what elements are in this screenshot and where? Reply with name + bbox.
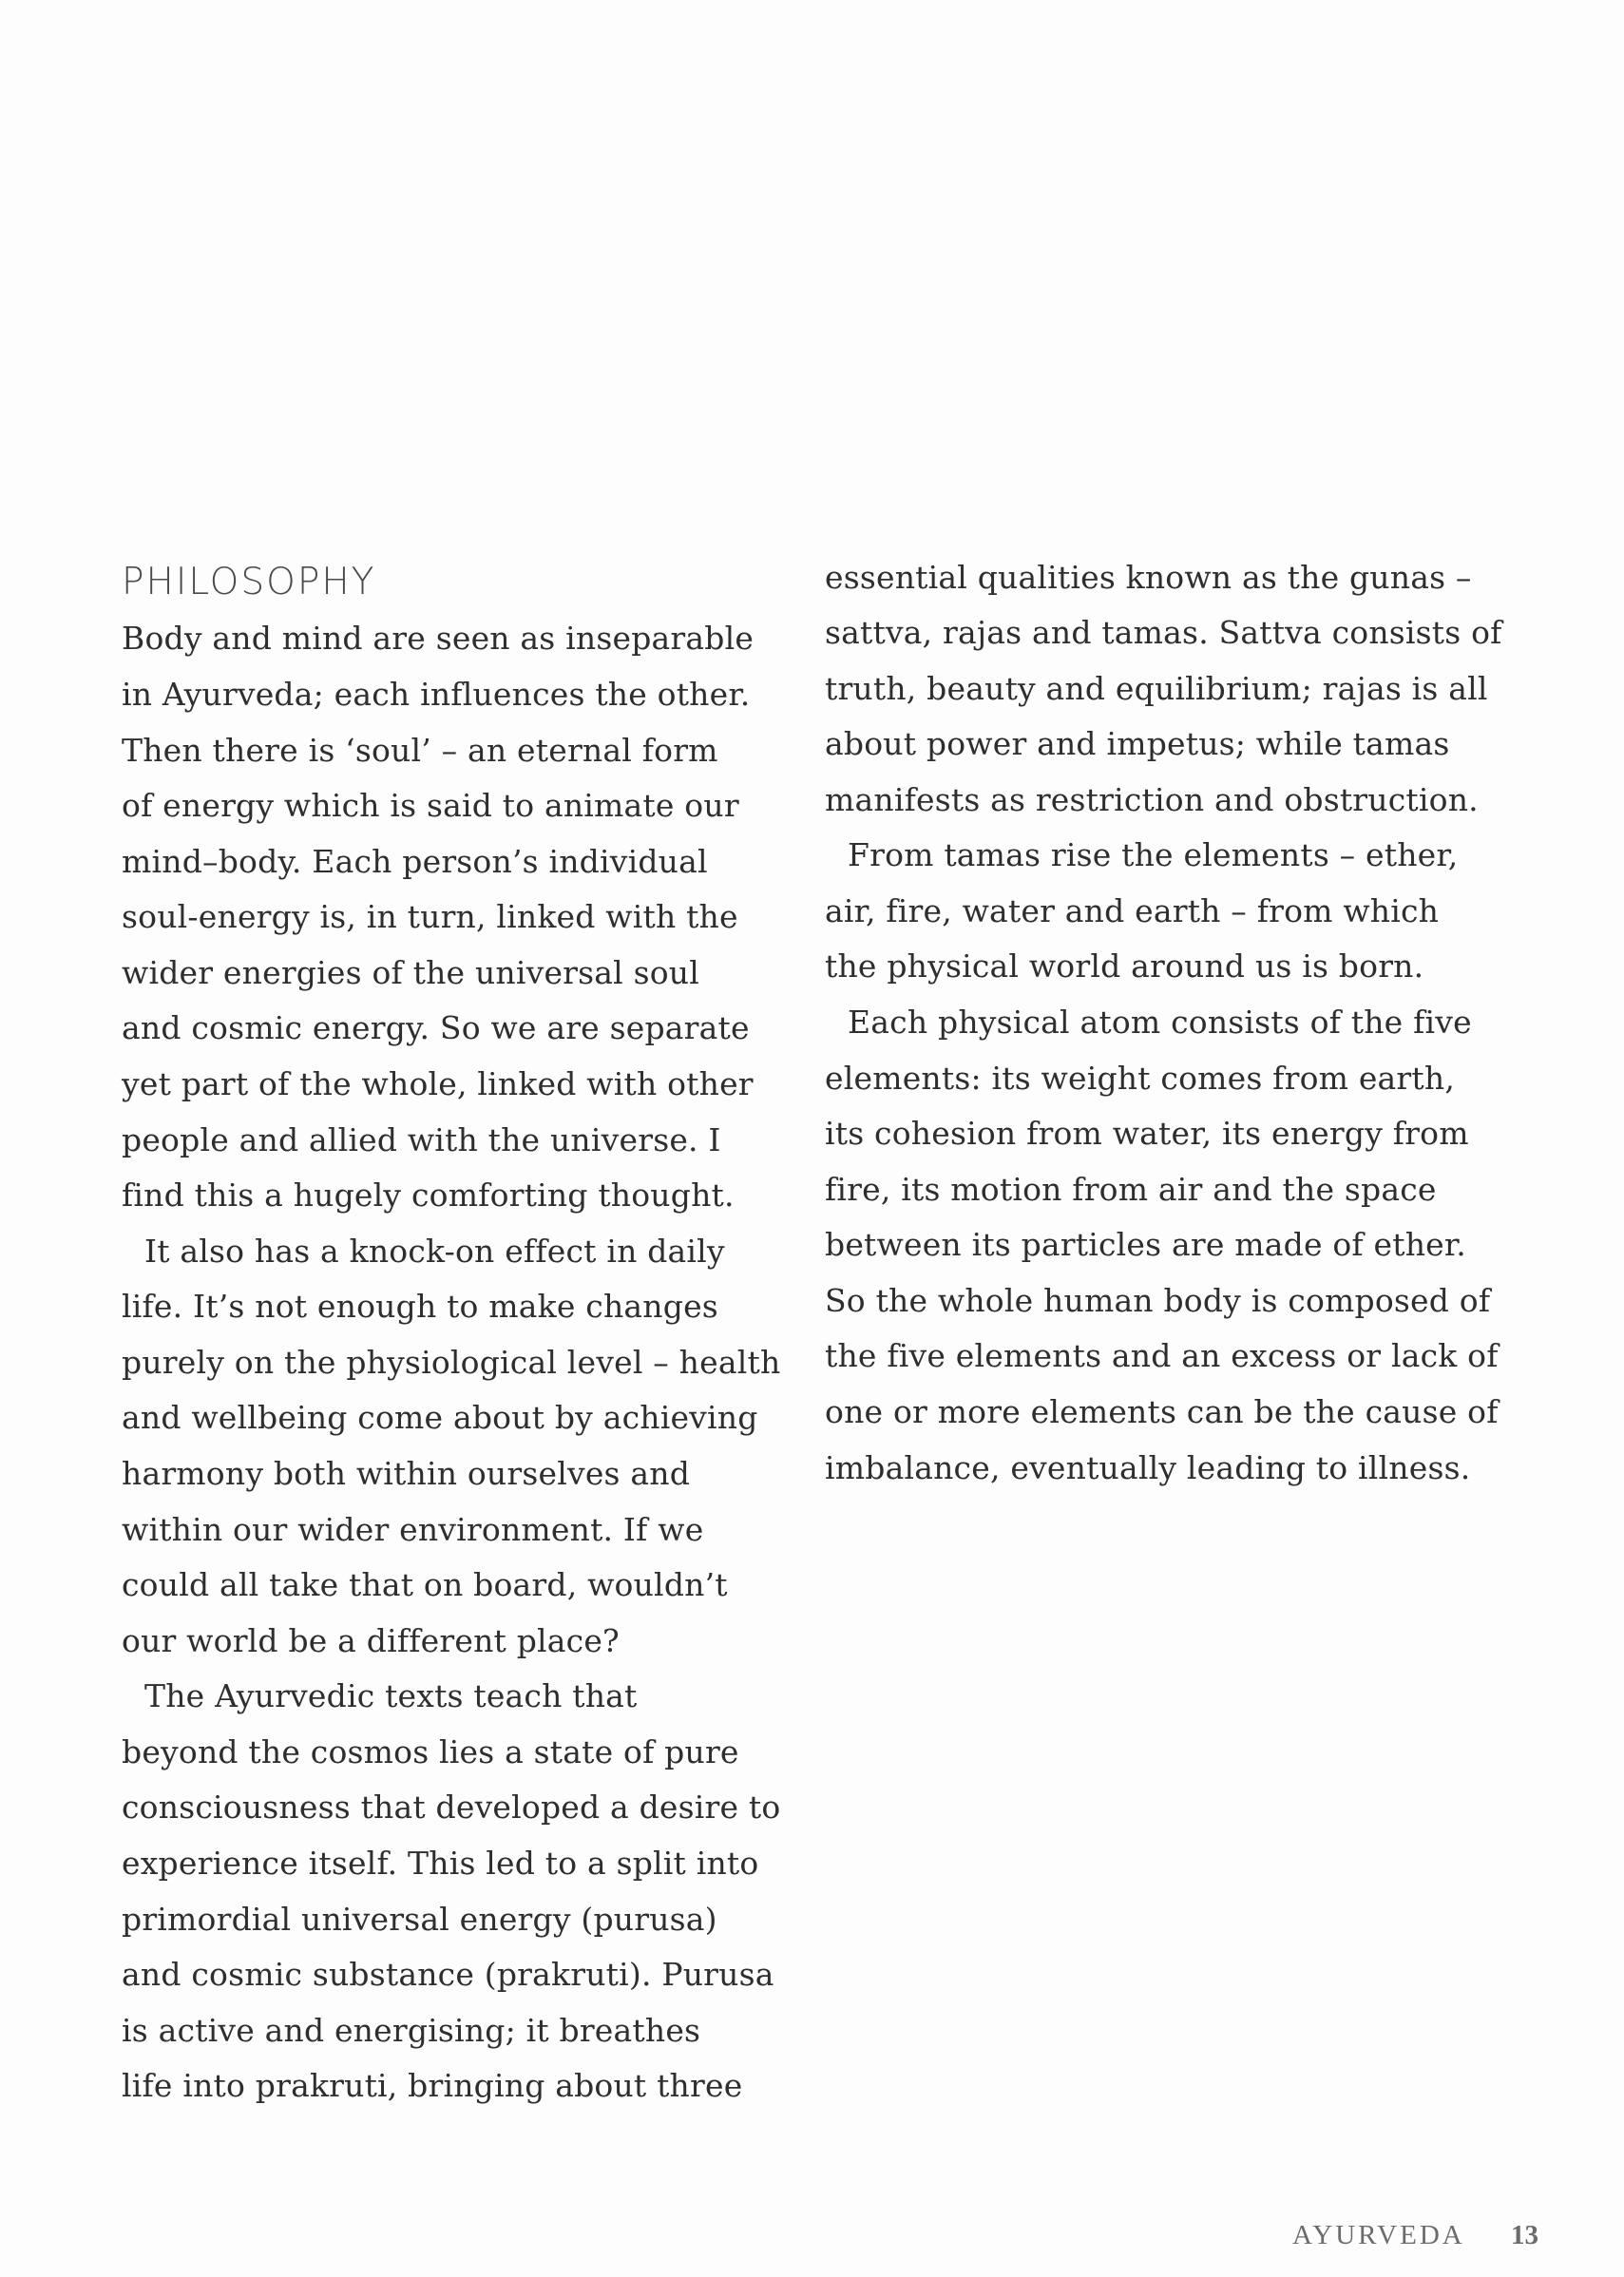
body-text-line: Body and mind are seen as inseparable (122, 620, 755, 657)
running-footer-title: AYURVEDA (1292, 2220, 1465, 2250)
body-text-line: essential qualities known as the gunas – (825, 559, 1472, 596)
body-text-line: the physical world around us is born. (825, 947, 1424, 985)
body-text-line: and cosmic substance (prakruti). Purusa (122, 1956, 774, 1993)
body-text-line: people and allied with the universe. I (122, 1121, 721, 1158)
body-text-line: between its particles are made of ether. (825, 1226, 1466, 1263)
body-text-line: soul-energy is, in turn, linked with the (122, 898, 738, 935)
body-text-line: From tamas rise the elements – ether, (848, 836, 1459, 873)
body-text-line: fire, its motion from air and the space (825, 1171, 1437, 1208)
body-text-line: one or more elements can be the cause of (825, 1393, 1499, 1430)
section-heading: PHILOSOPHY (122, 561, 376, 603)
body-text-line: primordial universal energy (purusa) (122, 1901, 717, 1938)
body-text-line: our world be a different place? (122, 1622, 620, 1659)
body-text-line: could all take that on board, wouldn’t (122, 1566, 728, 1603)
body-text-line: So the whole human body is composed of (825, 1282, 1491, 1319)
body-text-line: manifests as restriction and obstruction. (825, 781, 1479, 818)
body-text-line: mind–body. Each person’s individual (122, 843, 708, 880)
body-text-line: the five elements and an excess or lack of (825, 1337, 1499, 1374)
body-text-line: wider energies of the universal soul (122, 954, 700, 991)
body-text-line: The Ayurvedic texts teach that (144, 1677, 638, 1714)
body-text-line: imbalance, eventually leading to illness. (825, 1449, 1471, 1486)
body-text-line: air, fire, water and earth – from which (825, 892, 1440, 929)
body-text-line: find this a hugely comforting thought. (122, 1177, 735, 1214)
body-text-line: and wellbeing come about by achieving (122, 1399, 758, 1436)
page-number: 13 (1511, 2220, 1538, 2250)
body-text-line: consciousness that developed a desire to (122, 1789, 781, 1826)
body-text-line: harmony both within ourselves and (122, 1455, 691, 1492)
body-text-line: and cosmic energy. So we are separate (122, 1009, 750, 1046)
body-text-line: sattva, rajas and tamas. Sattva consists of (825, 614, 1502, 651)
body-text-line: It also has a knock-on effect in daily (144, 1233, 725, 1270)
body-text-line: about power and impetus; while tamas (825, 725, 1450, 762)
body-text-line: life into prakruti, bringing about three (122, 2067, 743, 2104)
body-text-line: in Ayurveda; each influences the other. (122, 676, 751, 713)
body-text-line: truth, beauty and equilibrium; rajas is all (825, 670, 1488, 707)
body-text-line: within our wider environment. If we (122, 1511, 704, 1548)
body-text-line: beyond the cosmos lies a state of pure (122, 1733, 739, 1770)
body-text-line: purely on the physiological level – health (122, 1344, 781, 1381)
body-text-line: of energy which is said to animate our (122, 787, 739, 824)
body-text-line: yet part of the whole, linked with other (122, 1065, 754, 1102)
body-text-line: Then there is ‘soul’ – an eternal form (122, 732, 718, 769)
body-text-line: is active and energising; it breathes (122, 2012, 701, 2049)
body-text-line: Each physical atom consists of the five (848, 1004, 1472, 1041)
body-text-line: elements: its weight comes from earth, (825, 1060, 1456, 1097)
body-text-line: life. It’s not enough to make changes (122, 1288, 718, 1325)
body-text-line: its cohesion from water, its energy from (825, 1115, 1469, 1152)
body-text-line: experience itself. This led to a split into (122, 1845, 759, 1882)
